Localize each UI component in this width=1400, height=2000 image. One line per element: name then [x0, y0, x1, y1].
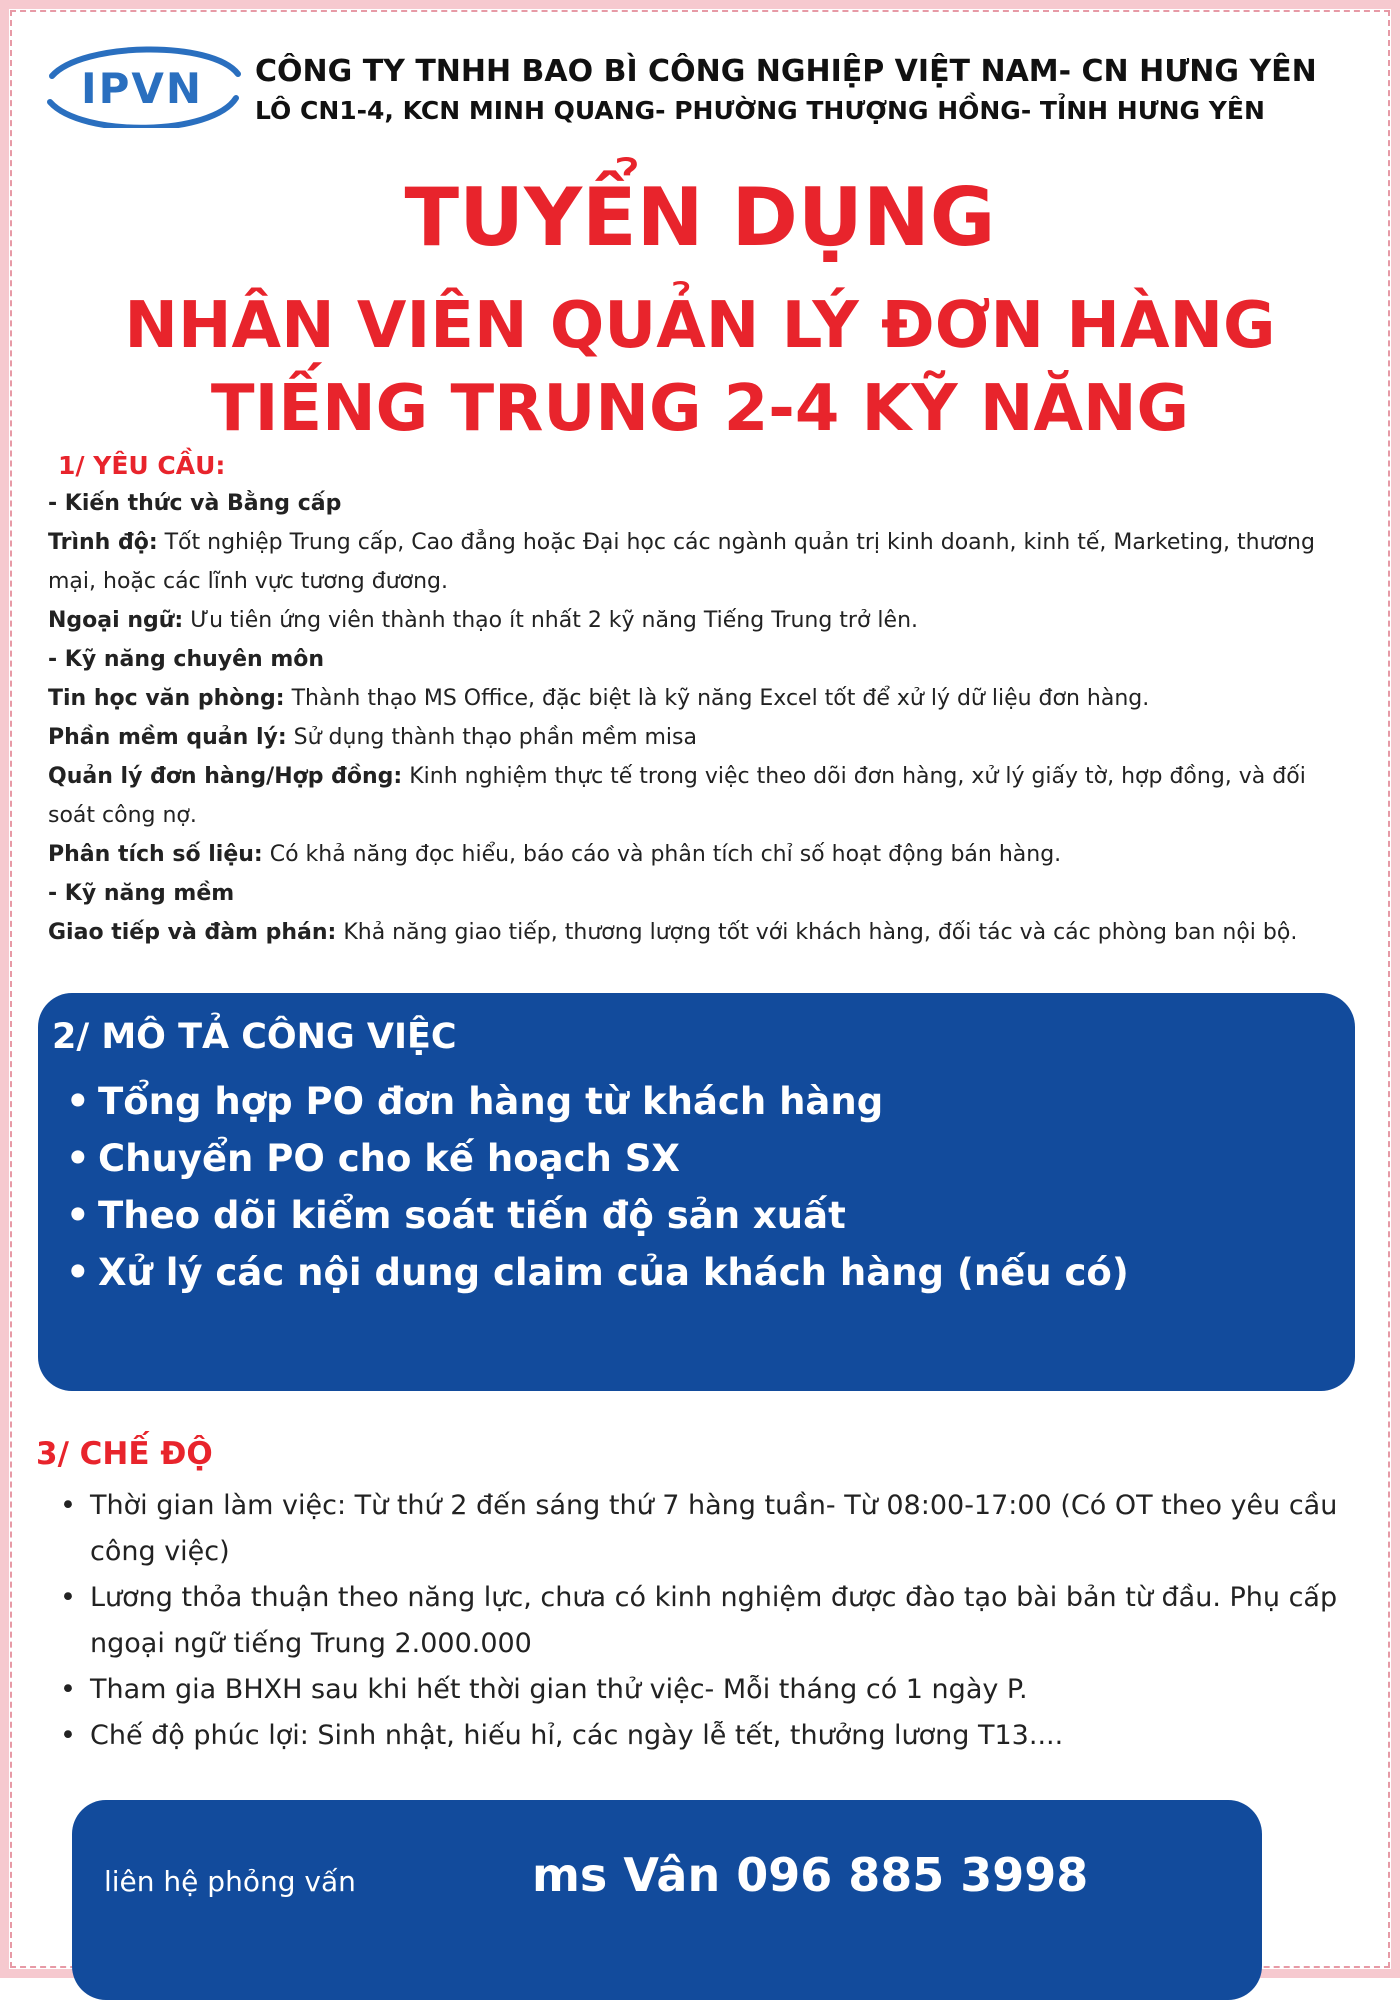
requirements-section	[48, 448, 1348, 952]
contact-label: liên hệ phỏng vấn	[104, 1865, 356, 1898]
contact-phone[interactable]: ms Vân 096 885 3998	[532, 1848, 1089, 1902]
communication-paragraph	[48, 913, 1348, 952]
communication-text: Khả năng giao tiếp, thương lượng tốt với khách hàng, đối tác và các phòng ban nội bộ.	[336, 920, 1298, 945]
position-title-line2: TIẾNG TRUNG 2-4 KỸ NĂNG	[210, 372, 1190, 446]
job-description-box	[38, 993, 1355, 1391]
orders-label: Quản lý đơn hàng/Hợp đồng:	[48, 764, 403, 789]
education-label: Trình độ:	[48, 530, 158, 555]
job-description-item: • Tổng hợp PO đơn hàng từ khách hàng	[66, 1073, 1129, 1130]
position-title-line1: NHÂN VIÊN QUẢN LÝ ĐƠN HÀNG	[124, 289, 1276, 363]
language-paragraph	[48, 601, 1348, 640]
job-description-heading: 2/ MÔ TẢ CÔNG VIỆC	[52, 1017, 457, 1057]
job-description-list	[66, 1073, 1129, 1301]
benefit-item: • Tham gia BHXH sau khi hết thời gian thử việc- Mỗi tháng có 1 ngày P.	[58, 1667, 1348, 1713]
job-description-item: • Xử lý các nội dung claim của khách hàng (nếu có)	[66, 1244, 1129, 1301]
skills-subheading: - Kỹ năng chuyên môn	[48, 647, 325, 672]
education-text: Tốt nghiệp Trung cấp, Cao đẳng hoặc Đại học các ngành quản trị kinh doanh, kinh tế, Marketing, thương mại, hoặc các lĩnh vực tương đương.	[48, 530, 1315, 594]
benefit-item: • Chế độ phúc lợi: Sinh nhật, hiếu hỉ, các ngày lễ tết, thưởng lương T13....	[58, 1713, 1348, 1759]
software-label: Phần mềm quản lý:	[48, 725, 287, 750]
software-paragraph	[48, 718, 1348, 757]
company-name: CÔNG TY TNHH BAO BÌ CÔNG NGHIỆP VIỆT NAM- CN HƯNG YÊN	[255, 54, 1317, 89]
ipvn-logo	[42, 46, 242, 128]
soft-skills-subheading: - Kỹ năng mềm	[48, 881, 235, 906]
benefit-item: • Lương thỏa thuận theo năng lực, chưa có kinh nghiệm được đào tạo bài bản từ đầu. Phụ cấp ngoại ngữ tiếng Trung 2.000.000	[58, 1575, 1348, 1667]
analysis-label: Phân tích số liệu:	[48, 842, 263, 867]
company-address: LÔ CN1-4, KCN MINH QUANG- PHƯỜNG THƯỢNG HỒNG- TỈNH HƯNG YÊN	[255, 96, 1265, 125]
knowledge-subheading: - Kiến thức và Bằng cấp	[48, 491, 342, 516]
office-label: Tin học văn phòng:	[48, 686, 285, 711]
company-header	[255, 52, 1375, 130]
education-paragraph	[48, 523, 1348, 601]
software-text: Sử dụng thành thạo phần mềm misa	[286, 725, 697, 750]
job-description-item: • Theo dõi kiểm soát tiến độ sản xuất	[66, 1187, 1129, 1244]
benefits-list	[58, 1483, 1348, 1759]
office-text: Thành thạo MS Office, đặc biệt là kỹ năng Excel tốt để xử lý dữ liệu đơn hàng.	[284, 686, 1150, 711]
orders-paragraph	[48, 757, 1348, 835]
analysis-text: Có khả năng đọc hiểu, báo cáo và phân tích chỉ số hoạt động bán hàng.	[262, 842, 1062, 867]
job-description-item: • Chuyển PO cho kế hoạch SX	[66, 1130, 1129, 1187]
benefit-item: • Thời gian làm việc: Từ thứ 2 đến sáng thứ 7 hàng tuần- Từ 08:00-17:00 (Có OT theo yêu cầu công việc)	[58, 1483, 1348, 1575]
logo-text: IPVN	[80, 64, 204, 113]
recruitment-title: TUYỂN DỤNG	[404, 171, 996, 264]
requirements-heading: 1/ YÊU CẦU:	[58, 451, 226, 480]
benefits-heading: 3/ CHẾ ĐỘ	[36, 1436, 213, 1472]
orders-text: Kinh nghiệm thực tế trong việc theo dõi đơn hàng, xử lý giấy tờ, hợp đồng, và đối soát công nợ.	[48, 764, 1306, 828]
analysis-paragraph	[48, 835, 1348, 874]
language-label: Ngoại ngữ:	[48, 608, 184, 633]
office-paragraph	[48, 679, 1348, 718]
communication-label: Giao tiếp và đàm phán:	[48, 920, 337, 945]
contact-box	[72, 1800, 1262, 2000]
language-text: Ưu tiên ứng viên thành thạo ít nhất 2 kỹ năng Tiếng Trung trở lên.	[183, 608, 919, 633]
